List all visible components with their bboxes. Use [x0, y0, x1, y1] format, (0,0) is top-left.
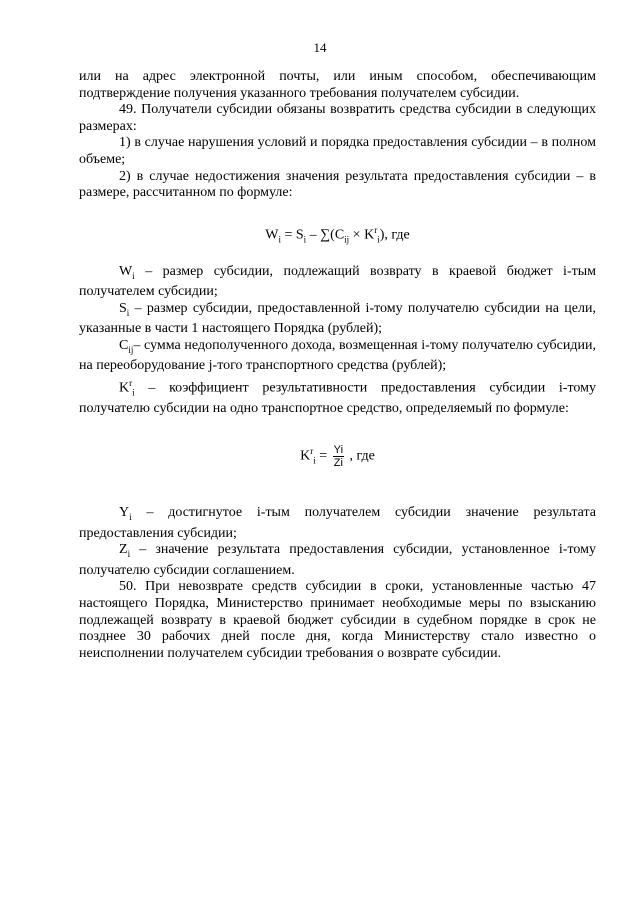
fraction-numerator: Yi — [333, 444, 344, 457]
paragraph-49: 49. Получатели субсидии обязаны возвратить средства субсидии в следующих размерах: — [79, 102, 596, 134]
page-number: 14 — [313, 40, 327, 55]
definition-w: $W_i$ – размер субсидии, подлежащий возврату в краевой бюджет i-тым получателем субсидии; — [79, 263, 596, 300]
fraction — [333, 444, 344, 469]
paragraph-50: 50. При невозврате средств субсидии в сроки, установленные частью 47 настоящего Порядка, Министерство принимает необходимые меры по взысканию подлежащей возврату в краевой бюджет субсидии в судебном порядке в срок не позднее 30 рабочих дней после дня, когда Министерству стало известно о неисполнении получателем субсидии требования о возврате субсидии. — [79, 579, 596, 661]
definition-y: $Y_i$ – достигнутое i-тым получателем субсидии значение результата предоставления субсидии; — [79, 505, 596, 541]
document-body — [79, 69, 596, 662]
definition-k: $K^r_i$ – коэффициент результативности предоставления субсидии i-тому получателю субсидии на одно транспортное средство, определяемый по формуле: — [79, 377, 596, 416]
definition-c: $C_{ij}-$ сумма недополученного дохода, возмещенная i-тому получателю субсидии, на переоборудование j-того транспортного средства (рублей); — [79, 337, 596, 374]
fraction-denominator: Zi — [333, 457, 343, 470]
definition-s: $S_i$ – размер субсидии, предоставленной i-тому получателю субсидии на цели, указанные в части 1 настоящего Порядка (рублей); — [79, 300, 596, 337]
definition-z: $Z_i$ – значение результата предоставления субсидии, установленное i-тому получателю субсидии соглашением. — [79, 542, 596, 578]
paragraph-49-item-2: 2) в случае недостижения значения результата предоставления субсидии – в размере, рассчитанном по формуле: — [79, 168, 596, 201]
paragraph-continuation: или на адрес электронной почты, или иным способом, обеспечивающим подтверждение получения указанного требования получателем субсидии. — [79, 69, 596, 101]
formula-refund: $W_i = S_i - \sum(C_{ij} \times K^r_i)$, где — [265, 224, 410, 245]
paragraph-49-item-1: 1) в случае нарушения условий и порядка предоставления субсидии – в полном объеме; — [79, 135, 596, 167]
formula-coefficient: $K^r_i$ = $\frac{Yi}{Zi}$ , где — [300, 444, 375, 470]
